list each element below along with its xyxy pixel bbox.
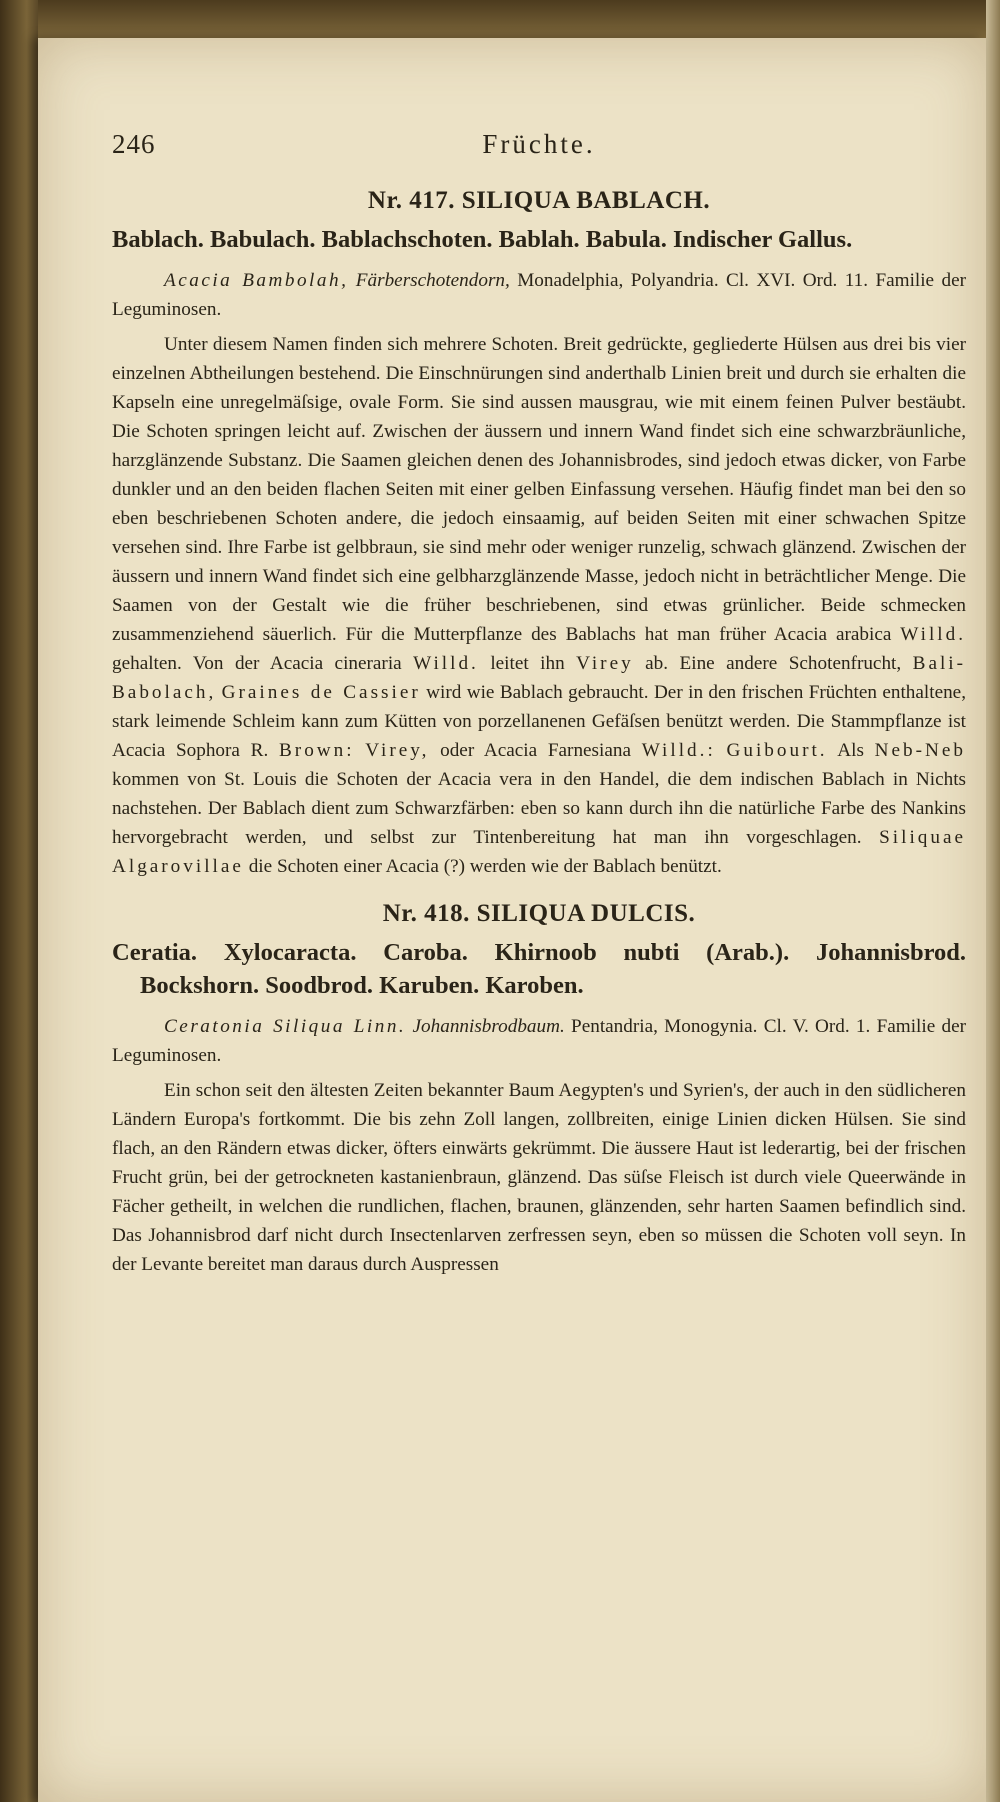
taxonomy-line	[112, 1012, 966, 1070]
taxon-classification: Monadelphia, Polyandria. Cl. XVI. Ord. 11. Familie der Leguminosen.	[112, 270, 966, 320]
text-run: oder Acacia Farnesiana	[429, 740, 642, 761]
text-run	[716, 740, 727, 761]
page-number: 246	[112, 129, 156, 159]
text-run: wird wie Bablach gebraucht. Der in den frischen Früchten enthaltene, stark leimende Schleim kann zum Kütten von porzellanenen Gefäſsen benützt werden. Die Stammpflanze ist Acacia Sophora R.	[112, 682, 966, 761]
taxon-classification: Pentandria, Monogynia. Cl. V. Ord. 1. Familie der Leguminosen.	[112, 1016, 966, 1066]
running-title: Früchte.	[482, 129, 596, 159]
entry-description	[112, 330, 966, 881]
scan-right-border	[986, 0, 1000, 1802]
scan-top-border	[0, 0, 1000, 38]
text-run: die Schoten einer Acacia (?) werden wie der Bablach benützt.	[243, 856, 722, 877]
entry-description: Ein schon seit den ältesten Zeiten bekannter Baum Aegypten's und Syrien's, der auch in den südlicheren Ländern Europa's fortkommt. Die bis zehn Zoll langen, zollbreiten, einige Linien dicken Hülsen. Sie sind flach, an den Rändern etwas dicker, öfters einwärts gekrümmt. Die äussere Haut ist lederartig, bei der frischen Frucht grün, bei der getrockneten kastanienbraun, glänzend. Das süſse Fleisch ist durch viele Queerwände in Fächer getheilt, in welchen die rundlichen, flachen, braunen, glänzenden, sehr harten Saamen befindlich sind. Das Johannisbrod darf nicht durch Insectenlarven zerfressen seyn, eben so müssen die Schoten voll seyn. In der Levante bereitet man daraus durch Auspressen	[112, 1080, 966, 1275]
trade-name: Bali-Babolach,	[112, 653, 967, 703]
book-spine-edge	[0, 0, 38, 1802]
taxon-german: Johannisbrodbaum.	[412, 1016, 565, 1037]
author-name: Guibourt.	[726, 740, 828, 761]
text-run: Unter diesem Namen finden sich mehrere Schoten. Breit gedrückte, gegliederte Hülsen aus drei bis vier einzelnen Abtheilungen bestehend. Die Einschnürungen sind anderthalb Linien breit und durch sie erhalten die Kapseln eine unregelmäſsige, ovale Form. Sie sind aussen mausgrau, wie mit einem feinen Pulver bestäubt. Die Schoten springen leicht auf. Zwischen der äussern und innern Wand findet sich eine schwarzbräunliche, harzglänzende Substanz. Die Saamen gleichen denen des Johannisbrodes, sind jedoch etwas dicker, von Farbe dunkler und an den beiden flachen Seiten mit einer gelben Einfassung versehen. Häufig findet man bei den so eben beschriebenen Schoten andere, die jedoch einsaamig, auf beiden Seiten mit einer schwachen Spitze versehen sind. Ihre Farbe ist gelbbraun, sie sind mehr oder weniger runzelig, schwach glänzend. Zwischen der äussern und innern Wand findet sich eine gelbharzglänzende Masse, jedoch nicht in beträchtlicher Menge. Die Saamen von der Gestalt wie die früher beschriebenen, sind etwas grünlicher. Beide schmecken zusammenziehend säuerlich. Für die Mutterpflanze des Bablachs hat man früher Acacia arabica	[112, 334, 966, 645]
taxon-latin: Ceratonia Siliqua Linn.	[164, 1016, 407, 1037]
taxon-german: Färberschotendorn,	[355, 270, 510, 291]
taxon-latin: Acacia Bambolah,	[164, 270, 349, 291]
trade-name: Graines de Cassier	[221, 682, 421, 703]
trade-name: Siliquae Algarovillae	[112, 827, 966, 877]
text-run	[355, 740, 366, 761]
author-name: Willd.	[413, 653, 479, 674]
text-run: kommen von St. Louis die Schoten der Acacia vera in den Handel, die dem indischen Bablach in Nichts nachstehen. Der Bablach dient zum Schwarzfärben: eben so kann durch ihn die natürliche Farbe des Nankins hervorgebracht werden, und selbst zur Tintenbereitung hat man ihn vorgeschlagen.	[112, 769, 966, 848]
page-content	[112, 130, 966, 1279]
entry-synonyms: Bablach. Babulach. Bablachschoten. Bablah. Babula. Indischer Gallus.	[112, 226, 853, 253]
text-run: gehalten. Von der Acacia cineraria	[112, 653, 414, 674]
taxonomy-line	[112, 266, 966, 324]
trade-name: Neb-Neb	[874, 740, 966, 761]
entry-heading: Nr. 418. SILIQUA DULCIS.	[382, 900, 696, 927]
text-run: ab. Eine andere Schotenfrucht,	[633, 653, 913, 674]
text-run: Als	[827, 740, 875, 761]
entry-synonyms: Ceratia. Xylocaracta. Caroba. Khirnoob nubti (Arab.). Johannisbrod. Bockshorn. Soodbrod. Karuben. Karoben.	[112, 939, 966, 999]
author-name: Willd.:	[641, 740, 716, 761]
author-name: Brown:	[279, 740, 355, 761]
running-head	[112, 130, 966, 180]
author-name: Willd.	[900, 624, 966, 645]
entry-heading: Nr. 417. SILIQUA BABLACH.	[367, 187, 711, 214]
text-run: leitet ihn	[478, 653, 577, 674]
author-name: Virey	[576, 653, 634, 674]
author-name: Virey,	[365, 740, 430, 761]
